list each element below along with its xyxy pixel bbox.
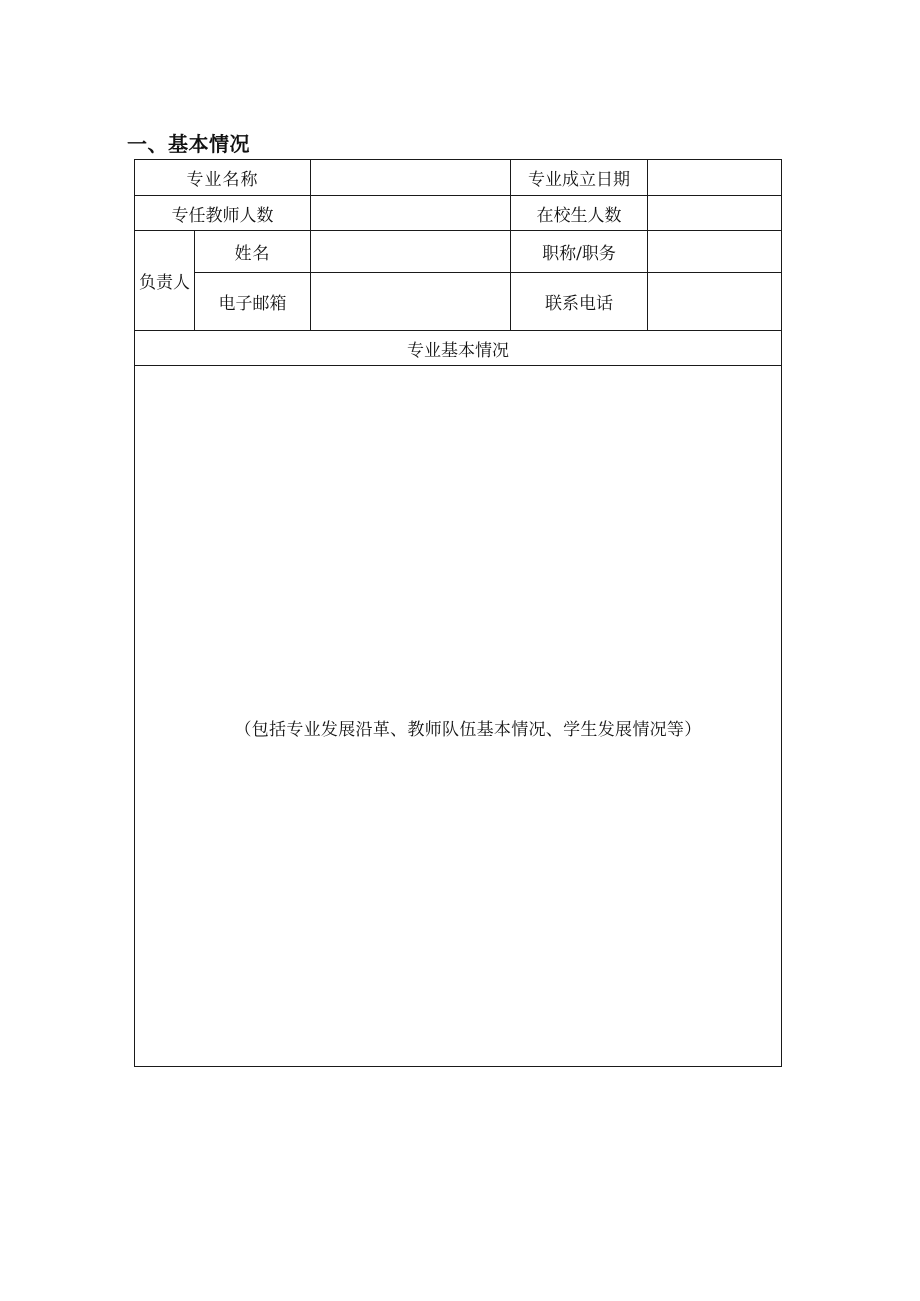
table-row-overview-header: [135, 331, 782, 366]
leader-email-field[interactable]: [311, 273, 511, 331]
basic-info-table: [134, 159, 782, 1067]
leader-title-field[interactable]: [648, 231, 782, 273]
leader-name-field[interactable]: [311, 231, 511, 273]
established-date-field[interactable]: [648, 160, 782, 196]
major-name-field[interactable]: [311, 160, 511, 196]
leader-title-label: 职称/职务: [511, 231, 648, 273]
leader-phone-field[interactable]: [648, 273, 782, 331]
overview-header: 专业基本情况: [135, 331, 782, 366]
overview-text-area[interactable]: [135, 366, 782, 1067]
established-date-label: 专业成立日期: [511, 160, 648, 196]
section-title: 一、基本情况: [127, 132, 250, 156]
fulltime-teachers-label: 专任教师人数: [135, 196, 311, 231]
leader-group-label: 负责人: [135, 231, 195, 331]
enrolled-students-label: 在校生人数: [511, 196, 648, 231]
table-row-teachers: [135, 196, 782, 231]
major-name-label: 专业名称: [135, 160, 311, 196]
leader-email-label: 电子邮箱: [195, 273, 311, 331]
table-row-major-name: [135, 160, 782, 196]
fulltime-teachers-field[interactable]: [311, 196, 511, 231]
table-row-leader-name: [135, 231, 782, 273]
table-row-leader-contact: [135, 273, 782, 331]
table-row-overview-body: [135, 366, 782, 1067]
leader-name-label: 姓名: [195, 231, 311, 273]
overview-hint: （包括专业发展沿革、教师队伍基本情况、学生发展情况等）: [234, 720, 702, 740]
leader-phone-label: 联系电话: [511, 273, 648, 331]
enrolled-students-field[interactable]: [648, 196, 782, 231]
